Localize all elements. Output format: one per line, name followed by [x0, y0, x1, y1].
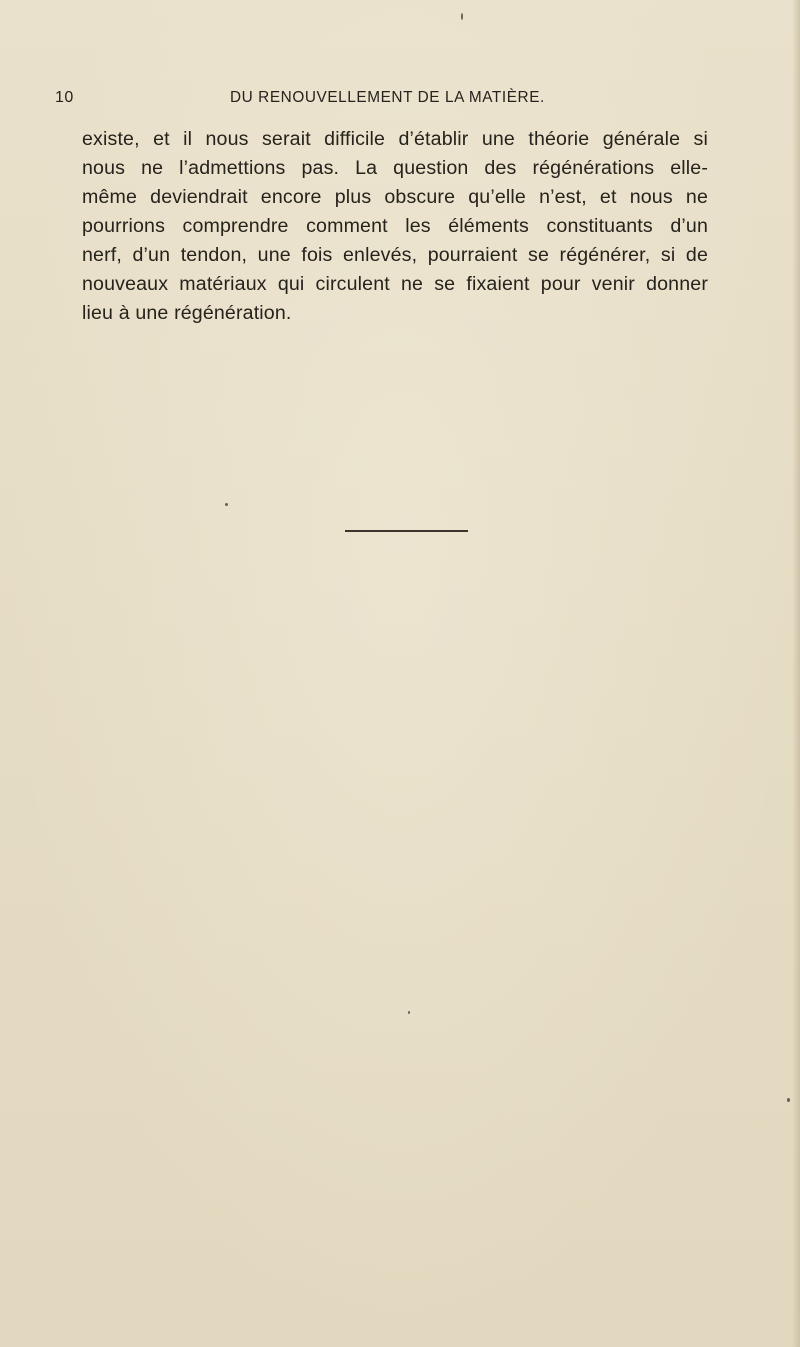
paper-speck [461, 13, 463, 20]
running-head [55, 89, 755, 113]
paper-speck [225, 503, 228, 506]
text-line: nous ne l’admettions pas. La question des régénérations elle- [82, 157, 708, 179]
running-head-title: DU RENOUVELLEMENT DE LA MATIÈRE. [230, 89, 545, 106]
body-paragraph [82, 125, 708, 328]
paper-speck [408, 1011, 410, 1014]
text-line: lieu à une régénération. [82, 302, 292, 324]
text-line: existe, et il nous serait difficile d’établir une théorie générale si [82, 128, 708, 150]
text-line: nerf, d’un tendon, une fois enlevés, pourraient se régénérer, si de [82, 244, 708, 266]
text-line: nouveaux matériaux qui circulent ne se fixaient pour venir donner [82, 273, 708, 295]
text-line: même deviendrait encore plus obscure qu’elle n’est, et nous ne [82, 186, 708, 208]
section-end-rule [345, 530, 468, 532]
text-line: pourrions comprendre comment les éléments constituants d’un [82, 215, 708, 237]
page-edge-shadow [792, 0, 800, 1347]
paper-speck [787, 1098, 790, 1102]
page-number: 10 [55, 89, 74, 106]
